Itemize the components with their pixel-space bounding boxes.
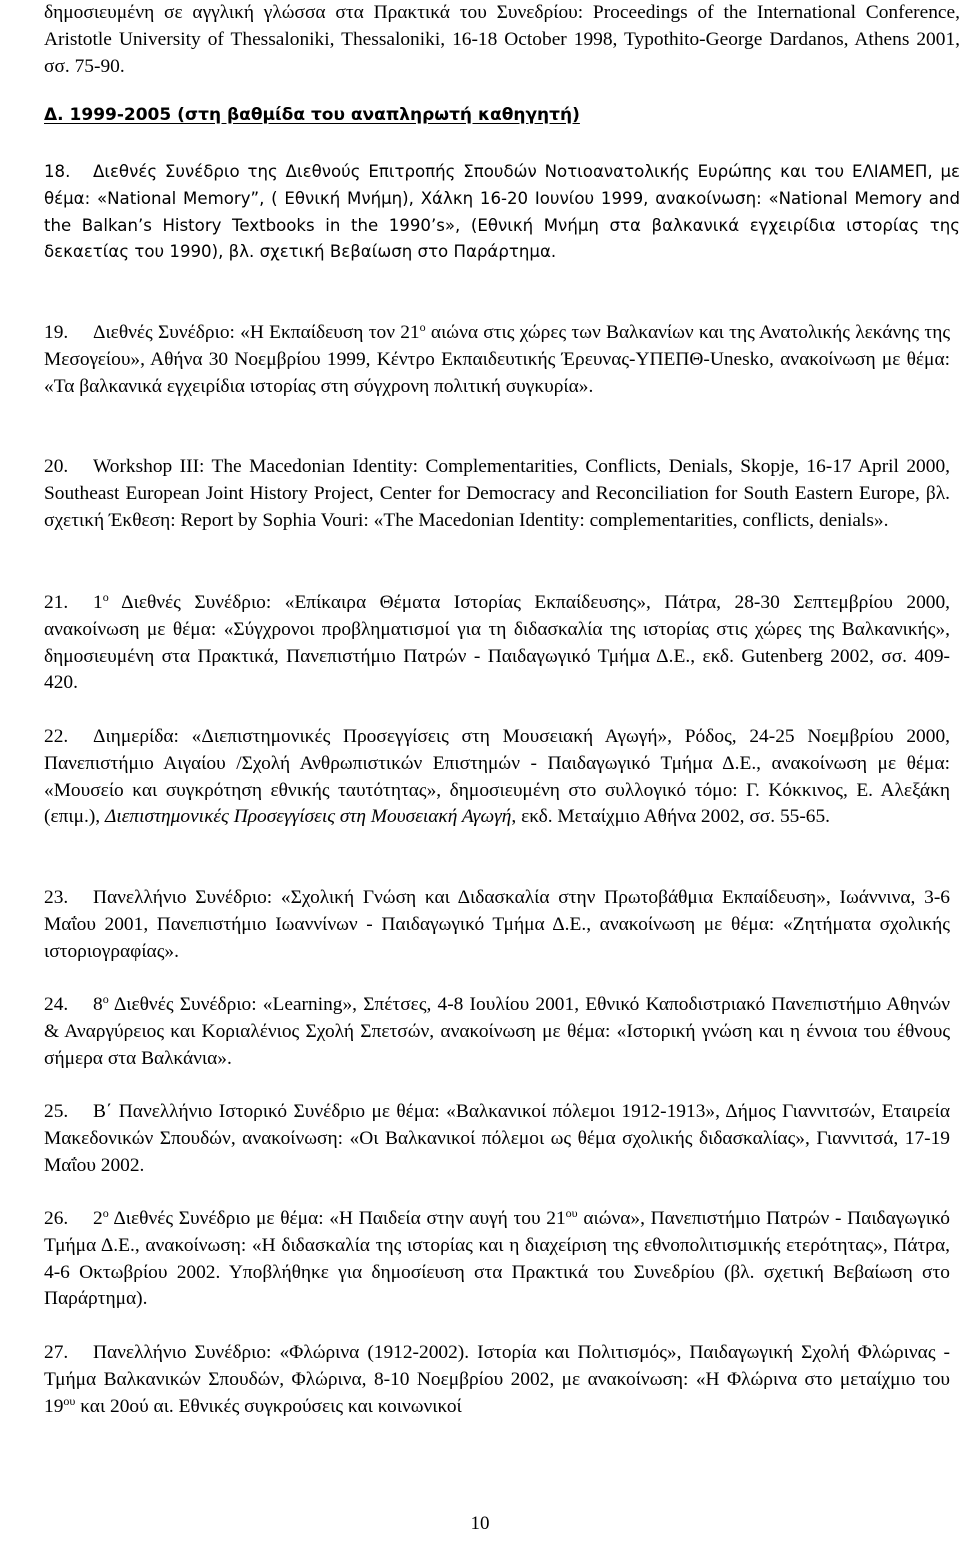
entry-text: Πανελλήνιο Συνέδριο: «Φλώρινα (1912-2002). Ιστορία και Πολιτισμός», Παιδαγωγική Σχολή Φλώρινας - Τμήμα Βαλκανικών Σπουδών, Φλώρινα, 8-10 Νοεμβρίου 2002, με ανακοίνωση: «Η Φλώρινα στο μεταίχμιο του 19 [44, 1342, 950, 1417]
entry-number: 26. [44, 1208, 69, 1229]
entry-number: 22. [44, 726, 69, 747]
entry-number: 23. [44, 887, 69, 908]
section-heading [44, 102, 580, 128]
superscript: ο [102, 1206, 109, 1220]
entry-text: Πανελλήνιο Συνέδριο: «Σχολική Γνώση και Διδασκαλία στην Πρωτοβάθμια Εκπαίδευση», Ιωάννινα, 3-6 Μαΐου 2001, Πανεπιστήμιο Ιωαννίνων - Παιδαγωγικό Τμήμα Δ.Ε., ανακοίνωση με θέμα: «Ζητήματα σχολικής ιστοριογραφίας». [44, 887, 950, 962]
entry-number: 25. [44, 1101, 69, 1122]
entry-text: Διεθνές Συνέδριο: «Learning», Σπέτσες, 4-8 Ιουλίου 2001, Εθνικό Καποδιστριακό Πανεπιστήμιο Αθηνών & Αναργύρειος και Κοριαλένιος Σχολή Σπετσών, ανακοίνωση με θέμα: «Ιστορική γνώση και η έννοια του έθνους σήμερα στα Βαλκάνια». [44, 994, 950, 1069]
entry-26 [44, 1206, 950, 1313]
entry-27 [44, 1340, 950, 1420]
entry-text: Β΄ Πανελλήνιο Ιστορικό Συνέδριο με θέμα: «Βαλκανικοί πόλεμοι 1912-1913», Δήμος Γιαννιτσών, Εταιρεία Μακεδονικών Σπουδών, ανακοίνωση: «Οι Βαλκανικοί πόλεμοι ως θέμα σχολικής διδασκαλίας», Γιαννιτσά, 17-19 Μαΐου 2002. [44, 1101, 950, 1176]
entry-text: Διεθνές Συνέδριο της Διεθνούς Επιτροπής Σπουδών Νοτιοανατολικής Ευρώπης και του ΕΛΙΑΜΕΠ, με θέμα: «National Memory”, ( Εθνική Μνήμη), Χάλκη 16-20 Ιουνίου 1999, ανακοίνωση: «National Memory and the Balkan’s History Textbooks in the 1990’s», (Εθνική Μνήμη στα βαλκανικά εγχειρίδια ιστορίας της δεκαετίας του 1990), βλ. σχετική Βεβαίωση στο Παράρτημα. [44, 162, 960, 262]
entry-text: Διεθνές Συνέδριο: «Η Εκπαίδευση τον 21 [93, 322, 420, 343]
entry-prefix: 2 [93, 1208, 103, 1229]
entry-20 [44, 454, 950, 534]
superscript: ο [102, 992, 109, 1006]
intro-text: δημοσιευμένη σε αγγλική γλώσσα στα Πρακτικά του Συνεδρίου: Proceedings of the International Conference, Aristotle University of Thessaloniki, Thessaloniki, 16-18 October 1998, Typothito-George Dardanos, Athens 2001, σσ. 75-90. [44, 2, 960, 77]
entry-text: Διεθνές Συνέδριο με θέμα: «Η Παιδεία στην αυγή του 21 [108, 1208, 566, 1229]
entry-number: 27. [44, 1342, 69, 1363]
entry-prefix: 1 [93, 592, 103, 613]
entry-number: 24. [44, 994, 69, 1015]
entry-text-cont: , εκδ. Μεταίχμιο Αθήνα 2002, σσ. 55-65. [511, 806, 831, 828]
page-number: 10 [470, 1513, 490, 1534]
entry-text: Διεθνές Συνέδριο: «Επίκαιρα Θέματα Ιστορίας Εκπαίδευσης», Πάτρα, 28-30 Σεπτεμβρίου 2000, ανακοίνωση με θέμα: «Σύγχρονοι προβληματισμοί για τη διδασκαλία της ιστορίας στις χώρες της Βαλκανικής», δημοσιευμένη στα Πρακτικά, Πανεπιστήμιο Πατρών - Παιδαγωγικό Τμήμα Δ.Ε., εκδ. Gutenberg 2002, σσ. 409-420. [44, 592, 950, 694]
entry-25 [44, 1099, 950, 1179]
entry-text-cont: και 20ού αι. Εθνικές συγκρούσεις και κοινωνικοί [75, 1395, 462, 1417]
superscript: ο [419, 320, 426, 334]
entry-number: 19. [44, 322, 69, 343]
entry-number: 18. [44, 162, 71, 181]
entry-text: Workshop III: The Macedonian Identity: Complementarities, Conflicts, Denials, Skopje, 16-17 April 2000, Southeast European Joint History Project, Center for Democracy and Reconciliation for South Eastern Europe, βλ. σχετική Έκθεση: Report by Sophia Vouri: «The Macedonian Identity: complementarities, conflicts, denials». [44, 456, 950, 531]
entry-18 [44, 159, 960, 266]
entry-text: Διημερίδα: «Διεπιστημονικές Προσεγγίσεις στη Μουσειακή Αγωγή», Ρόδος, 24-25 Νοεμβρίου 2000, Πανεπιστήμιο Αιγαίου /Σχολή Ανθρωπιστικών Επιστημών - Παιδαγωγικό Τμήμα Δ.Ε., ανακοίνωση με θέμα: «Μουσείο και συγκρότηση εθνικής ταυτότητας», δημοσιευμένη στο συλλογικό τόμο: Γ. Κόκκινος, Ε. Αλεξάκη (επιμ.), [44, 726, 950, 828]
section-heading-text: Δ. 1999-2005 (στη βαθμίδα του αναπληρωτή καθηγητή) [44, 105, 580, 125]
intro-paragraph [44, 0, 960, 80]
entry-24 [44, 992, 950, 1072]
entry-text-cont: αιώνα», Πανεπιστήμιο Πατρών - Παιδαγωγικό Τμήμα Δ.Ε., ανακοίνωση: «Η διδασκαλία της ιστορίας και η διαχείριση της εθνοπολιτισμικής ετερότητας», Πάτρα, 4-6 Οκτωβρίου 2002. Υποβλήθηκε για δημοσίευση στα Πρακτικά του Συνεδρίου (βλ. σχετική Βεβαίωση στο Παράρτημα). [44, 1208, 950, 1310]
entry-number: 20. [44, 456, 69, 477]
entry-number: 21. [44, 592, 69, 613]
entry-23 [44, 885, 950, 965]
superscript: ου [63, 1393, 76, 1408]
entry-text-cont: αιώνα στις χώρες των Βαλκανίων και της Ανατολικής λεκάνης της Μεσογείου», Αθήνα 30 Νοεμβρίου 1999, Κέντρο Εκπαιδευτικής Έρευνας-ΥΠΕΠΘ-Unesko, ανακοίνωση με θέμα: «Τα βαλκανικά εγχειρίδια ιστορίας στη σύγχρονη πολιτική συγκυρία». [44, 322, 951, 397]
superscript: ου [565, 1206, 578, 1220]
entry-22 [44, 724, 950, 831]
superscript: ο [102, 590, 109, 604]
entry-19 [44, 320, 950, 400]
book-title: Διεπιστημονικές Προσεγγίσεις στη Μουσειακή Αγωγή [105, 806, 512, 828]
entry-21 [44, 590, 950, 697]
entry-prefix: 8 [93, 994, 103, 1015]
